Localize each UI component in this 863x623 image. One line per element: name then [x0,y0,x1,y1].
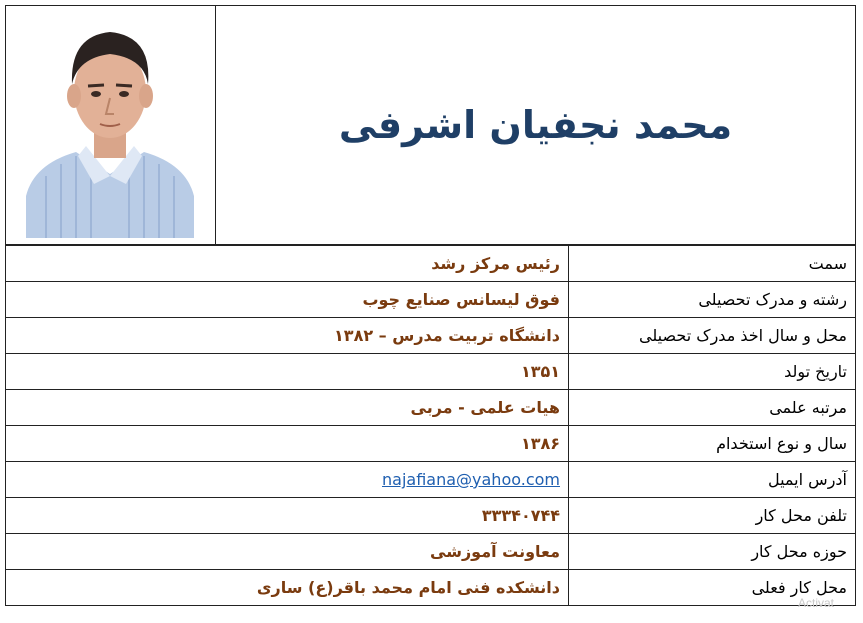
photo-cell [6,6,216,244]
row-label-current-workplace: محل کار فعلی [569,570,856,606]
row-label-email: آدرس ایمیل [569,462,856,498]
row-value-degree: فوق لیسانس صنایع چوب [6,282,569,318]
row-value-employment: ۱۳۸۶ [6,426,569,462]
row-label-work-area: حوزه محل کار [569,534,856,570]
email-link[interactable]: najafiana@yahoo.com [382,470,560,489]
row-label-academic-rank: مرتبه علمی [569,390,856,426]
table-row [6,570,856,606]
table-row [6,282,856,318]
row-label-degree-place-year: محل و سال اخذ مدرک تحصیلی [569,318,856,354]
row-value-position: رئیس مرکز رشد [6,246,569,282]
row-value-work-area: معاونت آموزشی [6,534,569,570]
table-row [6,390,856,426]
activation-watermark: Activat [798,596,835,610]
info-table [5,245,856,606]
person-name: محمد نجفیان اشرفی [338,103,733,147]
row-value-degree-place-year: دانشگاه تربیت مدرس – ۱۳۸۲ [6,318,569,354]
row-label-employment: سال و نوع استخدام [569,426,856,462]
row-label-work-phone: تلفن محل کار [569,498,856,534]
row-value-birth-date: ۱۳۵۱ [6,354,569,390]
table-row [6,246,856,282]
table-row [6,318,856,354]
table-row [6,426,856,462]
row-value-work-phone: ۳۳۳۴۰۷۴۴ [6,498,569,534]
table-row [6,498,856,534]
row-value-current-workplace: دانشکده فنی امام محمد باقر(ع) ساری [6,570,569,606]
row-label-degree: رشته و مدرک تحصیلی [569,282,856,318]
row-value-email [6,462,569,498]
profile-photo [6,6,214,244]
table-row [6,534,856,570]
table-row [6,462,856,498]
table-row [6,354,856,390]
row-label-birth-date: تاریخ تولد [569,354,856,390]
row-label-position: سمت [569,246,856,282]
profile-header [5,5,856,245]
row-value-academic-rank: هیات علمی - مربی [6,390,569,426]
